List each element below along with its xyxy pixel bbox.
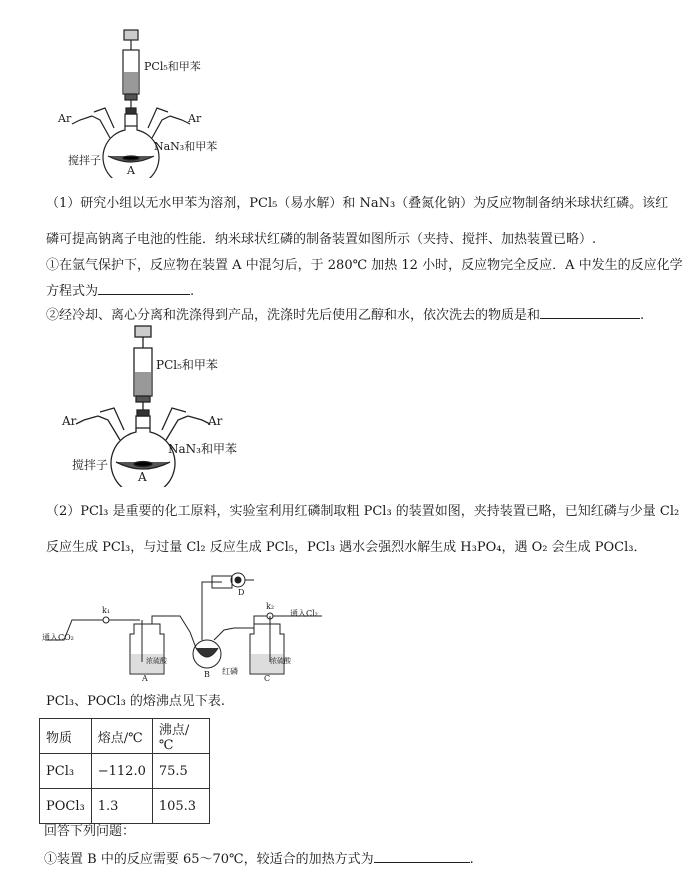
melting-boiling-table [39, 718, 210, 824]
answer-prompt: 回答下列问题： [44, 824, 136, 839]
cl2-inlet-label: 通入Cl₂ [290, 609, 318, 618]
header-melting: 熔点/℃ [91, 719, 152, 754]
q1-line-5-end: . [640, 308, 645, 323]
q1-line-5-text: ②经冷却、离心分离和洗涤得到产品，洗涤时先后使用乙醇和水，依次洗去的物质是和 [46, 308, 541, 323]
device-label-a-2: A [138, 470, 147, 484]
cell-substance: POCl₃ [40, 789, 92, 824]
answer-blank-1[interactable] [98, 282, 190, 295]
label-a: A [142, 674, 148, 683]
cell-boiling: 75.5 [152, 754, 209, 789]
k1-label: k₁ [102, 606, 111, 615]
stirrer-label-2: 搅拌子 [72, 458, 109, 472]
red-phosphorus-label: 红磷 [222, 667, 238, 676]
q2-1-line [44, 850, 474, 868]
ar-left-label-2: Ar [62, 414, 77, 428]
apparatus-figure-2 [58, 322, 258, 487]
ar-left-label: Ar [58, 112, 72, 125]
flask-label: NaN₃和甲苯 [154, 140, 218, 153]
ar-right-label: Ar [188, 112, 202, 125]
q1-line-2: 磷可提高钠离子电池的性能．纳米球状红磷的制备装置如图所示（夹持、搅拌、加热装置已略）. [46, 232, 597, 247]
table-caption: PCl₃、POCl₃ 的熔沸点见下表. [46, 694, 226, 709]
q1-line-4 [46, 282, 194, 300]
q2-line-1: （2）PCl₃ 是重要的化工原料，实验室利用红磷制取粗 PCl₃ 的装置如图，夹持装置已略，已知红磷与少量 Cl₂ [46, 504, 680, 519]
ar-right-label-2: Ar [208, 414, 223, 428]
q2-1-text: ①装置 B 中的反应需要 65～70℃，较适合的加热方式为 [44, 852, 374, 867]
apparatus-figure-1 [50, 28, 230, 178]
co2-inlet-label: 通入CO₂ [42, 633, 74, 642]
apparatus-figure-3 [42, 562, 362, 682]
answer-blank-2[interactable] [540, 306, 640, 319]
answer-blank-3[interactable] [374, 850, 470, 863]
table-header-row [40, 719, 210, 754]
flask-label-2: NaN₃和甲苯 [168, 442, 237, 456]
header-boiling: 沸点/℃ [152, 719, 209, 754]
apparatus-drawing-3 [42, 562, 362, 682]
cell-substance: PCl₃ [40, 754, 92, 789]
table-row [40, 754, 210, 789]
stirrer-label: 搅拌子 [68, 154, 101, 167]
cell-melting: −112.0 [91, 754, 152, 789]
label-b: B [204, 670, 210, 679]
bottle-a-liquid-label: 浓硫酸 [146, 657, 167, 665]
cell-melting: 1.3 [91, 789, 152, 824]
q2-1-end: . [469, 852, 474, 867]
label-c: C [264, 674, 271, 683]
q1-line-4-end: . [190, 284, 195, 299]
device-label-a: A [127, 164, 135, 177]
syringe-label: PCl₅和甲苯 [144, 60, 201, 73]
q1-line-3: ①在氩气保护下，反应物在装置 A 中混匀后，于 280℃ 加热 12 小时，反应物完全反应．A 中发生的反应化学 [46, 258, 683, 273]
header-substance: 物质 [40, 719, 92, 754]
bottle-c-liquid-label: 浓硫酸 [270, 657, 291, 665]
cell-boiling: 105.3 [152, 789, 209, 824]
table-row [40, 789, 210, 824]
label-d: D [238, 588, 245, 597]
q1-line-4-text: 方程式为 [46, 284, 99, 299]
q1-line-1: （1）研究小组以无水甲苯为溶剂，PCl₅（易水解）和 NaN₃（叠氮化钠）为反应物制备纳米球状红磷。该红 [46, 196, 669, 211]
q2-line-2: 反应生成 PCl₃，与过量 Cl₂ 反应生成 PCl₅，PCl₃ 遇水会强烈水解生成 H₃PO₄，遇 O₂ 会生成 POCl₃． [46, 540, 647, 555]
syringe-label-2: PCl₅和甲苯 [156, 358, 218, 372]
k2-label: k₂ [266, 602, 275, 611]
